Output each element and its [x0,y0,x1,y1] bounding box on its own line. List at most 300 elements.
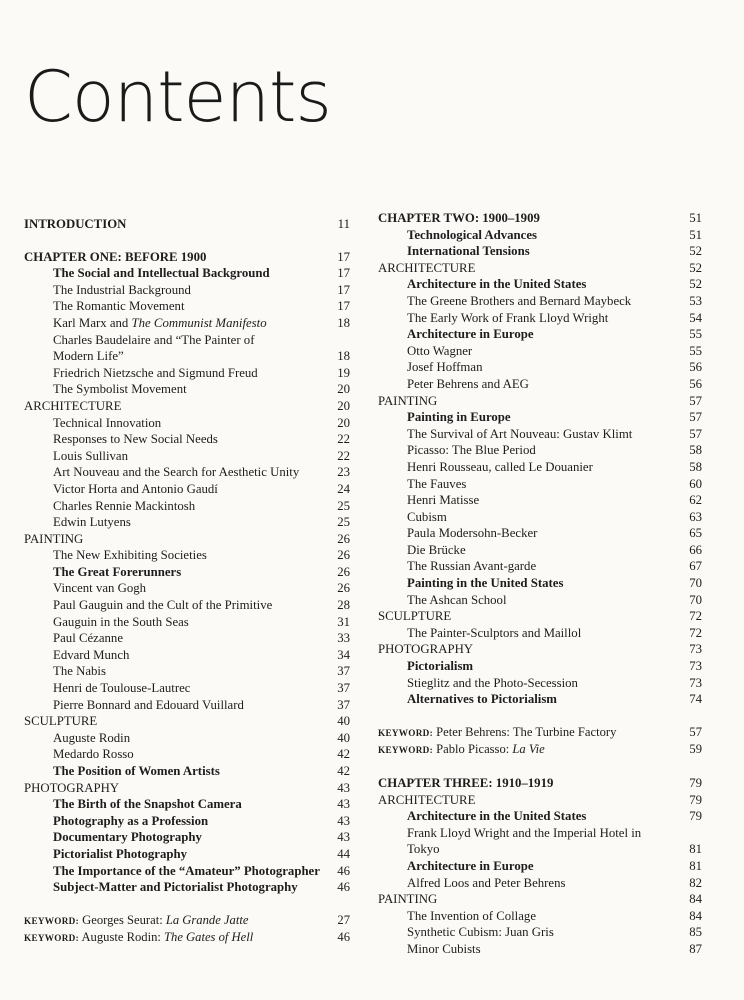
entry-text: Paul Gauguin and the Cult of the Primitive [53,598,273,613]
entry-text: The New Exhibiting Societies [53,548,207,563]
toc-entry [24,282,350,299]
toc-entry [24,680,350,697]
page-number: 81 [689,842,702,857]
entry-text: Stieglitz and the Photo-Secession [407,675,578,690]
page-number: 23 [337,465,350,480]
entry-label [378,459,676,476]
page-number: 62 [689,493,702,508]
toc-entry [24,863,350,880]
toc-entry [24,763,350,780]
toc-section [24,216,350,233]
entry-label [378,243,676,260]
entry-text: Subject-Matter and Pictorialist Photography [53,880,298,895]
page-number: 72 [689,625,702,640]
page-number: 37 [337,664,350,679]
entry-text: The Ashcan School [407,592,507,607]
entry-label [24,531,324,548]
page-number: 73 [689,659,702,674]
entry-text: PHOTOGRAPHY [24,780,120,795]
entry-label [24,829,324,846]
toc-entry [24,481,350,498]
toc-entry [378,825,702,842]
page-number: 54 [689,310,702,325]
toc-section [24,398,350,415]
entry-label [24,763,324,780]
entry-label [24,464,324,481]
toc-section [378,641,702,658]
page-number: 65 [689,526,702,541]
page-number: 87 [689,941,702,956]
toc-entry [24,381,350,398]
entry-text: The Birth of the Snapshot Camera [53,797,242,812]
toc-section [378,608,702,625]
entry-label [378,592,676,609]
entry-label [24,580,324,597]
page-number: 26 [337,581,350,596]
toc-entry [378,592,702,609]
entry-label [24,614,324,631]
entry-italic-title: La Grande Jatte [165,912,249,927]
entry-label [378,343,676,360]
page-number: 37 [337,681,350,696]
entry-text: PAINTING [378,393,438,408]
entry-label [24,381,324,398]
contents-column-right [378,210,702,958]
entry-text: Josef Hoffman [407,360,483,375]
entry-label [24,846,324,863]
entry-label [24,216,324,233]
entry-label [24,730,324,747]
page-number: 40 [337,714,350,729]
entry-label [378,442,676,459]
entry-text: Painting in the United States [407,576,564,591]
keyword-prefix: KEYWORD: [24,933,79,944]
entry-label [378,276,676,293]
entry-text: Art Nouveau and the Search for Aesthetic Unity [53,465,300,480]
entry-text: The Importance of the “Amateur” Photographer [53,863,320,878]
entry-text: Minor Cubists [407,941,481,956]
entry-text: SCULPTURE [378,609,452,624]
toc-entry [378,841,702,858]
entry-label [378,326,676,343]
entry-label [24,431,324,448]
toc-entry [378,243,702,260]
toc-entry [24,829,350,846]
toc-entry [378,924,702,941]
page-number: 34 [337,647,350,662]
entry-text: The Early Work of Frank Lloyd Wright [407,310,609,325]
page-number: 57 [689,393,702,408]
entry-text: PAINTING [378,892,438,907]
entry-text: SCULPTURE [24,714,98,729]
toc-section [24,713,350,730]
toc-section [378,393,702,410]
entry-text: Alfred Loos and Peter Behrens [407,875,566,890]
toc-entry [378,691,702,708]
toc-entry [378,426,702,443]
entry-text: Technological Advances [407,227,537,242]
entry-text: CHAPTER THREE: 1910–1919 [378,776,554,790]
toc-section [378,260,702,277]
entry-text: The Fauves [407,476,467,491]
entry-text: Pablo Picasso: [436,742,513,757]
page-number: 46 [337,863,350,878]
page-number: 85 [689,925,702,940]
entry-label [378,525,676,542]
page-number: 84 [689,892,702,907]
entry-text: ARCHITECTURE [378,792,476,807]
entry-text: Auguste Rodin: [81,930,165,945]
entry-label [378,575,676,592]
toc-entry [24,597,350,614]
toc-entry [24,564,350,581]
contents-column-left [24,216,350,947]
entry-text: Edvard Munch [53,647,130,662]
entry-text: Henri Rousseau, called Le Douanier [407,459,593,474]
entry-text: Architecture in the United States [407,809,587,824]
entry-italic-title: The Communist Manifesto [131,315,267,330]
page-title: Contents [24,56,331,138]
page-number: 24 [337,481,350,496]
entry-text: Architecture in Europe [407,858,534,873]
page-number: 25 [337,498,350,513]
toc-entry [24,464,350,481]
entry-label [24,481,324,498]
entry-text: The Social and Intellectual Background [53,266,270,281]
entry-label [378,825,676,842]
entry-text: Architecture in Europe [407,327,534,342]
page-number: 52 [689,260,702,275]
entry-label [378,393,676,410]
toc-entry [24,365,350,382]
keyword-entry [378,724,702,742]
entry-label [24,680,324,697]
page-number: 56 [689,360,702,375]
spacer [24,896,350,912]
toc-entry [24,730,350,747]
entry-text: Henri Matisse [407,493,480,508]
page-number: 42 [337,747,350,762]
toc-entry [378,542,702,559]
entry-text: Gauguin in the South Seas [53,614,189,629]
entry-text: Louis Sullivan [53,448,129,463]
entry-text: Paula Modersohn-Becker [407,526,538,541]
keyword-entry [24,929,350,947]
toc-entry [378,658,702,675]
keyword-prefix: KEYWORD: [378,727,433,738]
page-number: 18 [337,349,350,364]
page-number: 57 [689,426,702,441]
entry-label [24,564,324,581]
entry-text: Friedrich Nietzsche and Sigmund Freud [53,365,258,380]
entry-label [24,498,324,515]
page-number: 79 [689,792,702,807]
toc-section [378,210,702,227]
entry-label [24,879,324,896]
entry-text: Henri de Toulouse-Lautrec [53,681,191,696]
entry-label [24,265,324,282]
page-number: 58 [689,459,702,474]
entry-text: The Industrial Background [53,282,191,297]
entry-text: Auguste Rodin [53,730,131,745]
page-number: 26 [337,531,350,546]
page-number: 43 [337,813,350,828]
entry-label [378,210,676,227]
toc-entry [378,808,702,825]
entry-text: Victor Horta and Antonio Gaudí [53,481,218,496]
toc-entry [378,509,702,526]
entry-label [378,608,676,625]
page-number: 37 [337,697,350,712]
page-number: 72 [689,609,702,624]
toc-entry [24,846,350,863]
page-number: 46 [337,880,350,895]
toc-entry [378,310,702,327]
entry-label [24,912,324,930]
entry-label [24,597,324,614]
entry-text: Karl Marx and [53,315,132,330]
page-number: 28 [337,598,350,613]
toc-entry [24,265,350,282]
page-number: 57 [689,724,702,739]
entry-label [378,792,676,809]
entry-text: CHAPTER TWO: 1900–1909 [378,211,540,225]
toc-entry [24,514,350,531]
toc-entry [24,630,350,647]
entry-label [378,310,676,327]
entry-text: The Painter-Sculptors and Maillol [407,625,582,640]
toc-entry [24,547,350,564]
entry-text: Georges Seurat: [82,912,166,927]
entry-label [378,691,676,708]
entry-text: The Invention of Collage [407,908,536,923]
entry-text: Architecture in the United States [407,277,587,292]
page-number: 19 [337,365,350,380]
page-number: 84 [689,908,702,923]
page-number: 17 [337,266,350,281]
page-number: 22 [337,432,350,447]
entry-label [378,625,676,642]
entry-text: The Survival of Art Nouveau: Gustav Klimt [407,426,633,441]
toc-entry [378,459,702,476]
toc-entry [378,525,702,542]
keyword-prefix: KEYWORD: [24,915,79,926]
entry-label [378,924,676,941]
toc-entry [24,315,350,332]
page-number: 73 [689,675,702,690]
entry-label [24,298,324,315]
keyword-prefix: KEYWORD: [378,745,433,756]
page-number: 26 [337,548,350,563]
page-number: 53 [689,293,702,308]
entry-label [378,658,676,675]
toc-entry [378,276,702,293]
entry-text: Peter Behrens and AEG [407,376,529,391]
toc-entry [378,442,702,459]
page-number: 43 [337,780,350,795]
entry-label [24,746,324,763]
entry-label [378,492,676,509]
entry-text: Painting in Europe [407,410,511,425]
page-number: 11 [337,217,350,231]
toc-entry [24,580,350,597]
page-number: 26 [337,564,350,579]
entry-text: Peter Behrens: The Turbine Factory [436,724,617,739]
toc-entry [24,415,350,432]
entry-text: Documentary Photography [53,830,202,845]
entry-text: The Symbolist Movement [53,382,187,397]
entry-label [24,697,324,714]
entry-label [24,713,324,730]
keyword-entry [378,741,702,759]
toc-entry [24,647,350,664]
toc-entry [24,614,350,631]
entry-label [378,476,676,493]
page-number: 55 [689,343,702,358]
toc-entry [378,875,702,892]
entry-label [378,941,676,958]
page-number: 25 [337,515,350,530]
page-number: 43 [337,830,350,845]
page-number: 59 [689,742,702,757]
entry-label [24,398,324,415]
page-number: 20 [337,398,350,413]
toc-entry [24,796,350,813]
toc-entry [378,293,702,310]
entry-label [24,863,324,880]
page-number: 51 [689,227,702,242]
page-number: 43 [337,797,350,812]
entry-text: Pictorialist Photography [53,846,187,861]
page-number: 22 [337,448,350,463]
toc-entry [378,359,702,376]
spacer [378,759,702,775]
entry-text: Medardo Rosso [53,747,134,762]
toc-section [378,792,702,809]
entry-label [378,260,676,277]
page-number: 17 [337,299,350,314]
entry-label [24,249,324,266]
toc-entry [24,697,350,714]
toc-entry [24,448,350,465]
page-number: 52 [689,277,702,292]
toc-entry [378,343,702,360]
toc-entry [24,431,350,448]
toc-entry [378,476,702,493]
entry-label [24,647,324,664]
page-number: 70 [689,592,702,607]
entry-text: Otto Wagner [407,343,473,358]
entry-label [378,875,676,892]
entry-label [378,293,676,310]
page-number: 79 [689,776,702,790]
toc-entry [378,492,702,509]
toc-entry [378,941,702,958]
entry-label [24,547,324,564]
entry-italic-title: The Gates of Hell [164,930,254,945]
entry-text: International Tensions [407,244,530,259]
entry-label [378,675,676,692]
page-number: 17 [337,249,350,264]
page-number: 56 [689,376,702,391]
entry-text: ARCHITECTURE [24,398,122,413]
toc-entry [378,858,702,875]
entry-label [24,448,324,465]
page-number: 73 [689,642,702,657]
entry-label [378,808,676,825]
toc-entry [24,879,350,896]
toc-entry [378,326,702,343]
entry-italic-title: La Vie [512,742,545,757]
entry-label [24,813,324,830]
page-number: 57 [689,410,702,425]
entry-text: Modern Life” [53,349,124,364]
entry-label [24,929,324,947]
entry-text: Charles Rennie Mackintosh [53,498,196,513]
page-number: 33 [337,631,350,646]
entry-label [24,630,324,647]
entry-label [24,365,324,382]
entry-label [24,348,324,365]
entry-label [378,376,676,393]
page-number: 42 [337,764,350,778]
toc-section [378,775,702,792]
toc-entry [378,409,702,426]
page-number: 27 [337,912,350,927]
toc-entry [24,332,350,349]
entry-text: The Romantic Movement [53,299,185,314]
entry-text: Edwin Lutyens [53,515,131,530]
toc-entry [24,663,350,680]
toc-section [378,891,702,908]
entry-text: Frank Lloyd Wright and the Imperial Hotel in [407,825,642,840]
entry-label [378,841,676,858]
entry-label [24,780,324,797]
entry-label [24,663,324,680]
page-number: 60 [689,476,702,491]
page-number: 81 [689,858,702,873]
entry-label [378,724,676,742]
entry-text: Pictorialism [407,659,474,674]
entry-text: CHAPTER ONE: BEFORE 1900 [24,249,207,264]
entry-label [378,542,676,559]
entry-label [24,282,324,299]
entry-label [378,359,676,376]
entry-text: The Great Forerunners [53,564,182,579]
entry-text: Pierre Bonnard and Edouard Vuillard [53,697,244,712]
page-number: 20 [337,415,350,430]
page-number: 31 [337,614,350,629]
toc-section [24,249,350,266]
entry-label [378,891,676,908]
entry-text: Alternatives to Pictorialism [407,692,557,707]
page-number: 58 [689,443,702,458]
toc-entry [378,575,702,592]
entry-label [378,908,676,925]
page-number: 44 [337,846,350,861]
entry-text: Charles Baudelaire and “The Painter of [53,332,255,347]
entry-text: Cubism [407,509,447,524]
toc-entry [378,227,702,244]
entry-label [24,332,324,349]
entry-label [378,775,676,792]
entry-label [24,514,324,531]
entry-text: Paul Cézanne [53,631,124,646]
entry-label [378,641,676,658]
entry-label [378,858,676,875]
entry-label [24,315,324,332]
keyword-entry [24,912,350,930]
